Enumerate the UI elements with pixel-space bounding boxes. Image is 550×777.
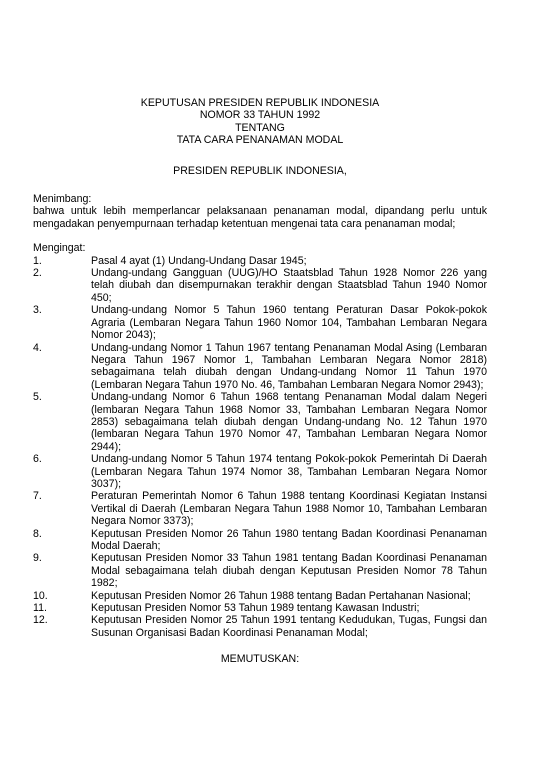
list-item-text: Keputusan Presiden Nomor 33 Tahun 1981 tentang Badan Koordinasi Penanaman Modal sebagaimana telah diubah dengan Keputusan Presiden Nomor 78 Tahun 1982;: [91, 552, 487, 590]
list-item-text: Undang-undang Nomor 6 Tahun 1968 tentang Penanaman Modal dalam Negeri (lembaran Negara Tahun 1968 Nomor 33, Tambahan Lembaran Negara Nomor 2853) sebagaimana telah diubah dengan Undang-undang No. 12 Tahun 1970 (lembaran Negara Tahun 1970 Nomor 47, Tambahan Lembaran Negara Nomor 2944);: [91, 391, 487, 453]
list-item-text: Pasal 4 ayat (1) Undang-Undang Dasar 1945;: [91, 254, 307, 267]
mengingat-label: Mengingat:: [33, 242, 86, 255]
list-item: [33, 490, 487, 527]
list-item-number: 4.: [33, 341, 42, 354]
header-line-3: TENTANG: [235, 121, 285, 134]
list-item-text: Peraturan Pemerintah Nomor 6 Tahun 1988 tentang Koordinasi Kegiatan Instansi Vertikal di Daerah (Lembaran Negara Tahun 1988 Nomor 10, Tambahan Lembaran Negara Nomor 3373);: [91, 490, 487, 528]
list-item: [33, 342, 487, 392]
list-item-number: 2.: [33, 267, 42, 280]
list-item-text: Undang-undang Nomor 5 Tahun 1974 tentang Pokok-pokok Pemerintah Di Daerah (Lembaran Negara Tahun 1974 Nomor 38, Tambahan Lembaran Negara Nomor 3037);: [91, 453, 487, 490]
list-item-number: 10.: [33, 589, 48, 602]
header-line-2: NOMOR 33 TAHUN 1992: [199, 109, 321, 122]
list-item-text: Undang-undang Nomor 5 Tahun 1960 tentang Peraturan Dasar Pokok-pokok Agraria (Lembaran Negara Tahun 1960 Nomor 104, Tambahan Lembaran Negara Nomor 2043);: [91, 304, 487, 342]
list-item: [33, 614, 487, 639]
list-item-text: Undang-undang Nomor 1 Tahun 1967 tentang Penanaman Modal Asing (Lembaran Negara Tahun 1967 Nomor 1, Tambahan Lembaran Negara Nomor 2818) sebagaimana telah diubah dengan Undang-undang Nomor 11 Tahun 1970 (Lembaran Negara Tahun 1970 No. 46, Tambahan Lembaran Negara Nomor 2943);: [91, 341, 487, 391]
memutuskan-heading: MEMUTUSKAN:: [220, 653, 300, 666]
list-item-text: Undang-undang Gangguan (UUG)/HO Staatsblad Tahun 1928 Nomor 226 yang telah diubah dan disempurnakan terakhir dengan Staatsblad Tahun 1940 Nomor 450;: [91, 267, 487, 304]
list-item: [33, 552, 487, 589]
president-heading: PRESIDEN REPUBLIK INDONESIA,: [173, 164, 347, 177]
list-item: [33, 528, 487, 553]
list-item: [33, 304, 487, 341]
list-item-number: 5.: [33, 391, 42, 404]
list-item: [33, 590, 487, 602]
header-line-1: KEPUTUSAN PRESIDEN REPUBLIK INDONESIA: [140, 97, 380, 109]
list-item-number: 3.: [33, 304, 42, 317]
list-item: [33, 255, 487, 267]
list-item-text: Keputusan Presiden Nomor 25 Tahun 1991 tentang Kedudukan, Tugas, Fungsi dan Susunan Organisasi Badan Koordinasi Penanaman Modal;: [91, 614, 487, 639]
document-body: [33, 97, 487, 666]
document-header: [33, 97, 487, 147]
list-item-number: 9.: [33, 552, 42, 565]
list-item-number: 12.: [33, 614, 48, 627]
list-item-number: 11.: [33, 602, 47, 615]
list-item-number: 8.: [33, 527, 42, 540]
list-item-text: Keputusan Presiden Nomor 26 Tahun 1980 tentang Badan Koordinasi Penanaman Modal Daerah;: [91, 527, 487, 552]
list-item: [33, 602, 487, 614]
list-item-number: 6.: [33, 453, 42, 466]
list-item: [33, 391, 487, 453]
menimbang-text: bahwa untuk lebih memperlancar pelaksanaan penanaman modal, dipandang perlu untuk mengadakan penyempurnaan terhadap ketentuan mengenai tata cara penanaman modal;: [33, 205, 487, 230]
list-item-text: Keputusan Presiden Nomor 53 Tahun 1989 tentang Kawasan Industri;: [91, 602, 420, 615]
list-item: [33, 453, 487, 490]
list-item-number: 7.: [33, 490, 42, 503]
list-item: [33, 267, 487, 304]
mengingat-list: [33, 255, 487, 640]
list-item-number: 1.: [33, 254, 42, 267]
header-line-4: TATA CARA PENANAMAN MODAL: [176, 134, 344, 147]
menimbang-label: Menimbang:: [33, 193, 92, 206]
list-item-text: Keputusan Presiden Nomor 26 Tahun 1988 tentang Badan Pertahanan Nasional;: [91, 589, 471, 602]
